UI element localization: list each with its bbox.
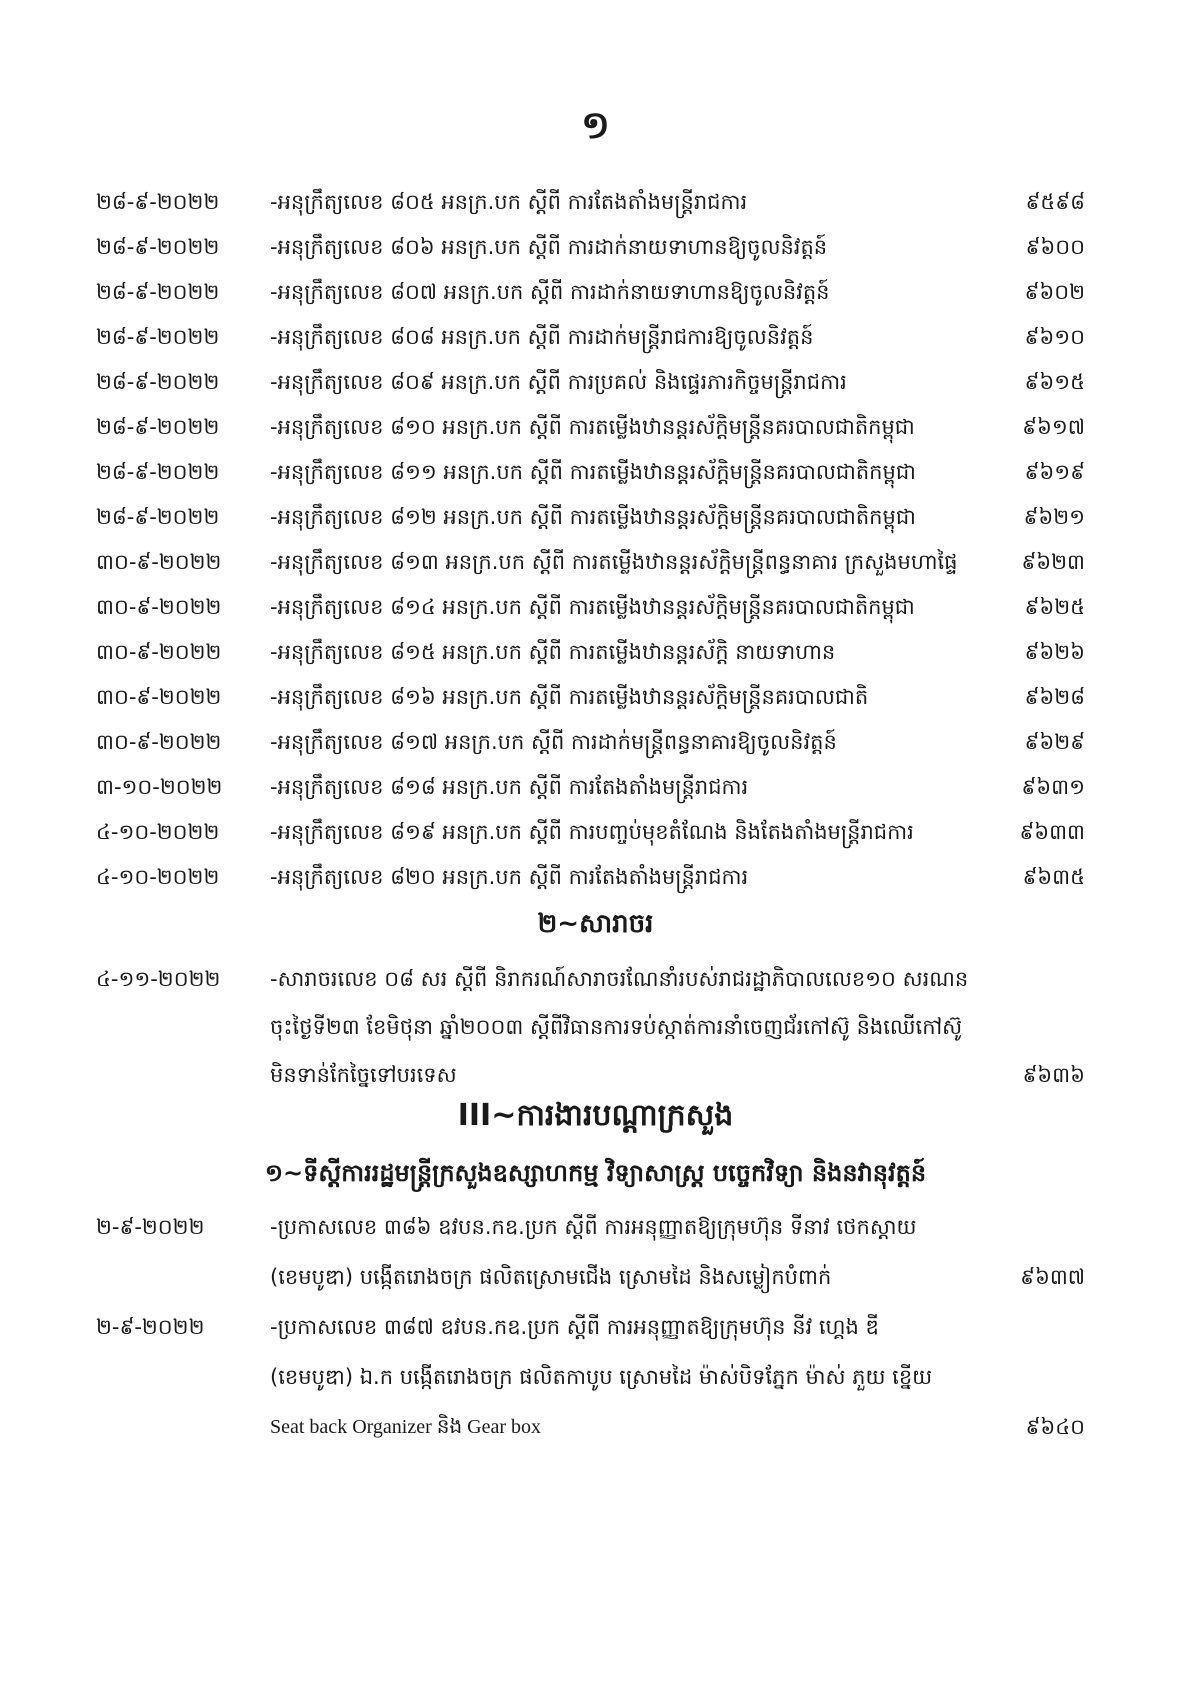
entry-description: -អនុក្រឹត្យលេខ ៨១៥ អនក្រ.បក ស្ដីពី ការតម្លើងឋានន្តរស័ក្តិ នាយទាហាន <box>270 640 836 664</box>
list-item <box>0 675 1191 720</box>
list-item <box>0 180 1191 225</box>
entry-page: ៩៦២៦ <box>1024 640 1085 664</box>
list-item <box>0 495 1191 540</box>
entry-date: ៤-១០-២០២២ <box>96 865 220 889</box>
list-item <box>0 630 1191 675</box>
list-item <box>0 540 1191 585</box>
entry-continuation <box>0 1255 1191 1300</box>
list-item <box>0 315 1191 360</box>
entry-page: ៩៦១០ <box>1024 325 1085 349</box>
entry-page: ៩៦៤០ <box>1025 1415 1085 1439</box>
entry-continuation <box>0 1005 1191 1050</box>
entry-page: ៩៦០២ <box>1024 280 1085 304</box>
entry-description: -អនុក្រឹត្យលេខ ៨០៥ អនក្រ.បក ស្ដីពី ការតែងតាំងមន្ត្រីរាជការ <box>270 190 748 214</box>
list-item <box>0 405 1191 450</box>
list-item <box>0 855 1191 900</box>
entry-description-line: (ខេមបូឌា) បង្កើតរោងចក្រ ផលិតស្រោមជើង ស្រោមដៃ និងសម្លៀកបំពាក់ <box>270 1265 832 1289</box>
entry-page: ៩៦២៩ <box>1024 730 1085 754</box>
entry-description-line: ចុះថ្ងៃទី២៣ ខែមិថុនា ឆ្នាំ២០០៣ ស្ដីពីវិធានការទប់ស្កាត់ការនាំចេញជ័រកៅស៊ូ និងឈើកៅស៊ូ <box>270 1015 963 1039</box>
entry-description: -អនុក្រឹត្យលេខ ៨១៩ អនក្រ.បក ស្ដីពី ការបញ្ចប់មុខតំណែង និងតែងតាំងមន្ត្រីរាជការ <box>270 820 914 844</box>
entry-page: ៩៥៩៨ <box>1025 190 1085 214</box>
entry-date: ២៨-៩-២០២២ <box>96 370 220 394</box>
entry-description-line: -សារាចរលេខ ០៨ សរ ស្ដីពី និរាករណ៍សារាចរណែនាំរបស់រាជរដ្ឋាភិបាលលេខ១០ សរណន <box>270 967 969 991</box>
list-item <box>0 765 1191 810</box>
entry-page: ៩៦១៥ <box>1024 370 1085 394</box>
list-item <box>0 450 1191 495</box>
entry-page: ៩៦២៨ <box>1024 685 1085 709</box>
entry-page: ៩៦២១ <box>1023 505 1085 529</box>
list-item <box>0 810 1191 855</box>
entry-description: -អនុក្រឹត្យលេខ ៨០៩ អនក្រ.បក ស្ដីពី ការប្រគល់ និងផ្ទេរភារកិច្ចមន្ត្រីរាជការ <box>270 370 847 394</box>
entry-description: -អនុក្រឹត្យលេខ ៨១៧ អនក្រ.បក ស្ដីពី ការដាក់មន្ត្រីពន្ធនាគារឱ្យចូលនិវត្តន៍ <box>270 730 837 754</box>
entry-date: ៣០-៩-២០២២ <box>96 595 222 619</box>
entry-date: ២៨-៩-២០២២ <box>96 415 220 439</box>
entry-description-line: -ប្រកាសលេខ ៣៨៦ ឧវបន.កឧ.ប្រក ស្ដីពី ការអនុញ្ញាតឱ្យក្រុមហ៊ុន ទីនាវ ថេកស្ដាយ <box>270 1215 917 1239</box>
entry-description: -អនុក្រឹត្យលេខ ៨១១ អនក្រ.បក ស្ដីពី ការតម្លើងឋានន្តរស័ក្តិមន្ត្រីនគរបាលជាតិកម្ពុជា <box>270 460 916 484</box>
entry-description: -អនុក្រឹត្យលេខ ៨១០ អនក្រ.បក ស្ដីពី ការតម្លើងឋានន្តរស័ក្តិមន្ត្រីនគរបាលជាតិកម្ពុជា <box>270 415 915 439</box>
entry-description: -អនុក្រឹត្យលេខ ៨០៧ អនក្រ.បក ស្ដីពី ការដាក់នាយទាហានឱ្យចូលនិវត្តន៍ <box>270 280 830 304</box>
entry-page: ៩៦៣៣ <box>1019 820 1085 844</box>
entry-page: ៩៦៣៥ <box>1022 865 1085 889</box>
entry-date: ២៨-៩-២០២២ <box>96 325 220 349</box>
page-number: ១ <box>581 103 610 147</box>
section-heading-circulars: ២~សារាចរ <box>537 909 654 939</box>
entry-page: ៩៦២៣ <box>1021 550 1085 574</box>
entry-description: -អនុក្រឹត្យលេខ ៨១៦ អនក្រ.បក ស្ដីពី ការតម្លើងឋានន្តរស័ក្តិមន្ត្រីនគរបាលជាតិ <box>270 685 869 709</box>
entry-date: ៤-១០-២០២២ <box>96 820 220 844</box>
entry-description-line: មិនទាន់កែច្នៃទៅបរទេស <box>270 1063 457 1087</box>
entry-date: ៣០-៩-២០២២ <box>96 550 222 574</box>
section-heading-ministries: III~ការងារបណ្ដាក្រសួង <box>457 1098 734 1133</box>
list-item <box>0 270 1191 315</box>
entry-date: ៣-១០-២០២២ <box>96 775 223 799</box>
entry-description: -អនុក្រឹត្យលេខ ៨១២ អនក្រ.បក ស្ដីពី ការតម្លើងឋានន្តរស័ក្តិមន្ត្រីនគរបាលជាតិកម្ពុជា <box>270 505 916 529</box>
entry-date: ៣០-៩-២០២២ <box>96 685 222 709</box>
entry-description: -អនុក្រឹត្យលេខ ៨២០ អនក្រ.បក ស្ដីពី ការតែងតាំងមន្ត្រីរាជការ <box>270 865 749 889</box>
entry-continuation <box>0 1405 1191 1450</box>
entry-description-line: (ខេមបូឌា) ឯ.ក បង្កើតរោងចក្រ ផលិតកាបូប ស្រោមដៃ ម៉ាស់បិទភ្នែក ម៉ាស់ ភួយ ខ្នើយ <box>270 1365 933 1389</box>
list-item <box>0 720 1191 765</box>
entry-page: ៩៦៣១ <box>1021 775 1085 799</box>
list-item <box>0 225 1191 270</box>
entry-date: ២៨-៩-២០២២ <box>96 460 220 484</box>
entry-date: ៤-១១-២០២២ <box>96 967 221 991</box>
entry-date: ២៨-៩-២០២២ <box>96 280 220 304</box>
entry-page: ៩៦៣៧ <box>1020 1265 1085 1289</box>
entry-page: ៩៦១៧ <box>1022 415 1085 439</box>
entry-page: ៩៦១៩ <box>1024 460 1085 484</box>
list-item <box>0 585 1191 630</box>
entry-description: -អនុក្រឹត្យលេខ ៨១៨ អនក្រ.បក ស្ដីពី ការតែងតាំងមន្ត្រីរាជការ <box>270 775 749 799</box>
entry-description: -អនុក្រឹត្យលេខ ៨១៤ អនក្រ.បក ស្ដីពី ការតម្លើងឋានន្តរស័ក្តិមន្ត្រីនគរបាលជាតិកម្ពុជា <box>270 595 915 619</box>
entry-page: ៩៦៣៦ <box>1022 1063 1085 1087</box>
list-item <box>0 360 1191 405</box>
entry-page: ៩៦២៥ <box>1024 595 1085 619</box>
entry-page: ៩៦០០ <box>1025 235 1085 259</box>
entry-date: ៣០-៩-២០២២ <box>96 730 222 754</box>
list-item <box>0 957 1191 1002</box>
subsection-heading-ministry-industry: ១~ទីស្ដីការរដ្ឋមន្ត្រីក្រសួងឧស្សាហកម្ម វិទ្យាសាស្ត្រ បច្ចេកវិទ្យា និងនវានុវត្តន៍ <box>264 1159 927 1187</box>
entry-description: -អនុក្រឹត្យលេខ ៨០៦ អនក្រ.បក ស្ដីពី ការដាក់នាយទាហានឱ្យចូលនិវត្តន៍ <box>270 235 828 259</box>
entry-date: ២-៩-២០២២ <box>96 1315 205 1339</box>
entry-description: -អនុក្រឹត្យលេខ ៨០៨ អនក្រ.បក ស្ដីពី ការដាក់មន្ត្រីរាជការឱ្យចូលនិវត្តន៍ <box>270 325 814 349</box>
entry-date: ២៨-៩-២០២២ <box>96 505 220 529</box>
list-item <box>0 1305 1191 1350</box>
entry-date: ២-៩-២០២២ <box>96 1215 205 1239</box>
entry-description-line: Seat back Organizer និង Gear box <box>270 1416 542 1438</box>
entry-date: ៣០-៩-២០២២ <box>96 640 222 664</box>
entry-date: ២៨-៩-២០២២ <box>96 190 220 214</box>
entry-description: -អនុក្រឹត្យលេខ ៨១៣ អនក្រ.បក ស្ដីពី ការតម្លើងឋានន្តរស័ក្តិមន្ត្រីពន្ធនាគារ ក្រសួងមហាផ្ទៃ <box>270 550 958 574</box>
list-item <box>0 1205 1191 1250</box>
entry-continuation <box>0 1355 1191 1400</box>
entry-date: ២៨-៩-២០២២ <box>96 235 220 259</box>
entry-description-line: -ប្រកាសលេខ ៣៨៧ ឧវបន.កឧ.ប្រក ស្ដីពី ការអនុញ្ញាតឱ្យក្រុមហ៊ុន នីវ ហ្គេង ឌី <box>270 1315 879 1339</box>
